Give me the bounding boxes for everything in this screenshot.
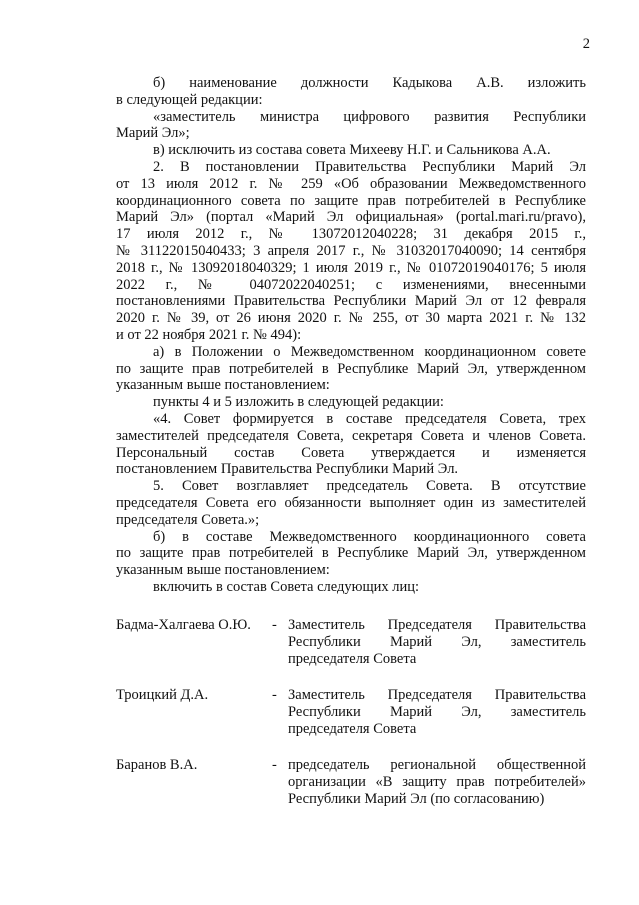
- member-role-line: Республики Марий Эл, заместитель: [288, 633, 586, 650]
- text-line: указанным выше постановлением:: [116, 562, 330, 579]
- text-line: а) в Положении о Межведомственном координационном совете: [153, 343, 586, 360]
- member-dash: -: [272, 617, 277, 633]
- text-line: Марий Эл»;: [116, 125, 190, 142]
- text-line: 2020 г. № 39, от 26 июня 2020 г. № 255, от 30 марта 2021 г. № 132: [116, 310, 586, 327]
- text-line: Персональный состав Совета утверждается и изменяется: [116, 444, 586, 461]
- text-line: № 31122015040433; 3 апреля 2017 г., № 31032017040090; 14 сентября: [116, 242, 586, 259]
- text-line: по защите прав потребителей в Республике Марий Эл, утвержденном: [116, 360, 586, 377]
- member-role-line: председатель региональной общественной: [288, 757, 586, 773]
- member-dash: -: [272, 757, 277, 773]
- text-line: председателя Совета.»;: [116, 511, 260, 528]
- member-name: Баранов В.А.: [116, 757, 198, 773]
- text-line: постановлением Правительства Республики Марий Эл.: [116, 461, 459, 478]
- member-role-line: организации «В защиту прав потребителей»: [288, 773, 586, 790]
- member-dash: -: [272, 687, 277, 703]
- page-number: 2: [582, 36, 590, 52]
- text-line: координационного совета по защите прав потребителей в Республике: [116, 192, 586, 209]
- member-role-line: Республики Марий Эл, заместитель: [288, 703, 586, 720]
- text-line: включить в состав Совета следующих лиц:: [153, 578, 420, 595]
- member-role: [288, 757, 586, 807]
- member-role: [288, 687, 586, 737]
- text-line: заместителей председателя Совета, секретаря Совета и членов Совета.: [116, 427, 586, 444]
- text-line: председателя Совета его обязанности выполняет один из заместителей: [116, 494, 586, 511]
- text-line: постановлениями Правительства Республики Марий Эл от 12 февраля: [116, 293, 586, 310]
- member-role-line: Республики Марий Эл (по согласованию): [288, 790, 545, 807]
- text-line: в следующей редакции:: [116, 91, 263, 108]
- text-line: 2018 г., № 13092018040329; 1 июля 2019 г., № 01072019040176; 5 июля: [116, 259, 586, 276]
- document-body: [116, 75, 586, 596]
- text-line: 17 июля 2012 г., № 13072012040228; 31 декабря 2015 г.,: [116, 226, 586, 243]
- member-role-line: председателя Совета: [288, 650, 417, 667]
- text-line: в) исключить из состава совета Михееву Н.Г. и Сальникова А.А.: [153, 142, 551, 159]
- member-role-line: Заместитель Председателя Правительства: [288, 687, 586, 703]
- member-role: [288, 617, 586, 667]
- text-line: Марий Эл» (портал «Марий Эл официальная» (portal.mari.ru/pravo),: [116, 209, 586, 226]
- text-line: б) наименование должности Кадыкова А.В. изложить: [153, 75, 586, 91]
- member-name: Троицкий Д.А.: [116, 687, 209, 703]
- text-line: б) в составе Межведомственного координационного совета: [153, 528, 586, 545]
- text-line: «4. Совет формируется в составе председателя Совета, трех: [153, 410, 586, 427]
- text-line: и от 22 ноября 2021 г. № 494):: [116, 326, 302, 343]
- member-role-line: председателя Совета: [288, 720, 417, 737]
- member-role-line: Заместитель Председателя Правительства: [288, 617, 586, 633]
- text-line: «заместитель министра цифрового развития Республики: [153, 108, 586, 125]
- text-line: указанным выше постановлением:: [116, 377, 330, 394]
- text-line: по защите прав потребителей в Республике Марий Эл, утвержденном: [116, 545, 586, 562]
- member-name: Бадма-Халгаева О.Ю.: [116, 617, 251, 633]
- text-line: пункты 4 и 5 изложить в следующей редакции:: [153, 394, 444, 411]
- text-line: 2. В постановлении Правительства Республики Марий Эл: [153, 158, 586, 175]
- text-line: 2022 г., № 04072022040251; с изменениями, внесенными: [116, 276, 586, 293]
- text-line: 5. Совет возглавляет председатель Совета. В отсутствие: [153, 478, 586, 495]
- text-line: от 13 июля 2012 г. № 259 «Об образовании Межведомственного: [116, 175, 586, 192]
